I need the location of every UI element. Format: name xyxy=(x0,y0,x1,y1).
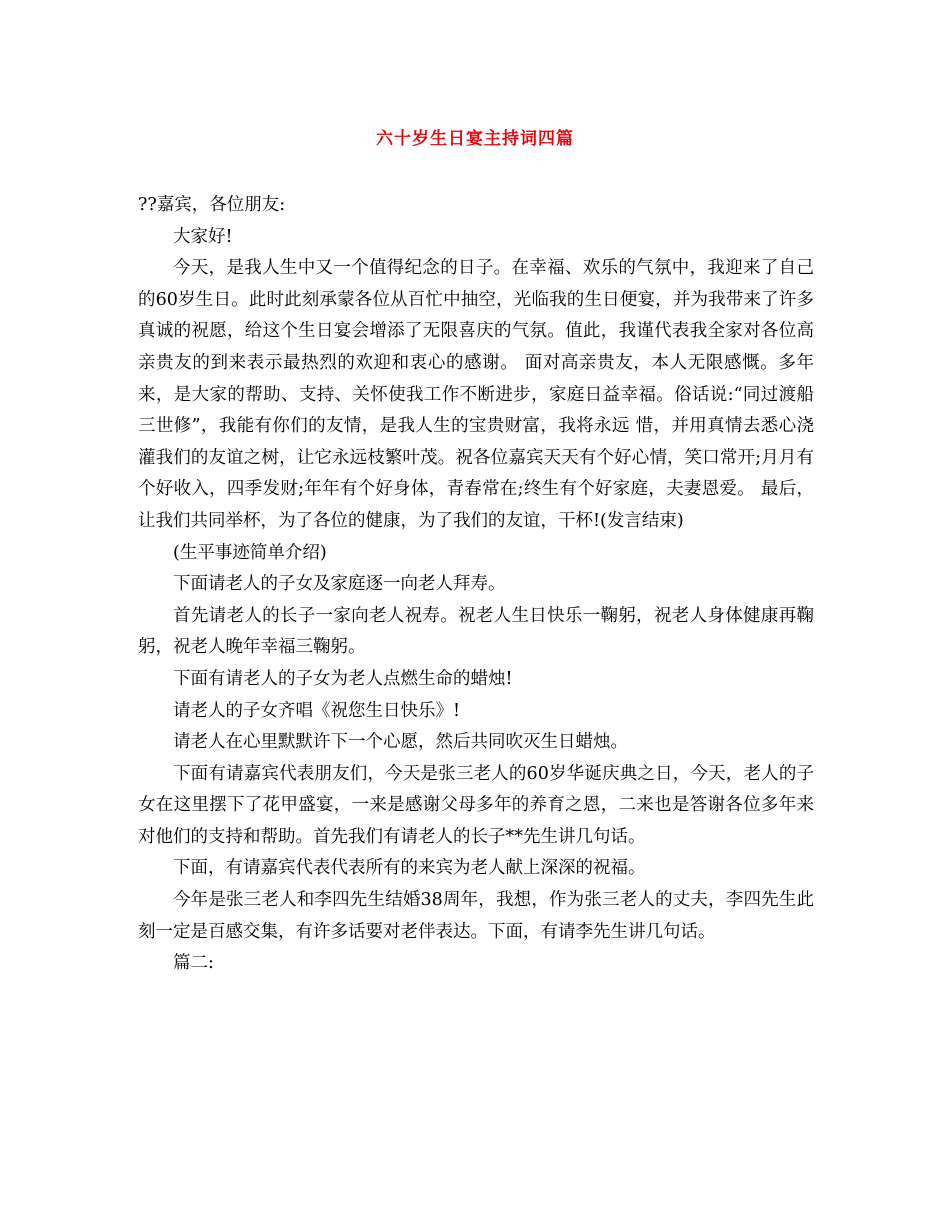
document-body xyxy=(138,190,814,980)
paragraph-eldest-son: 首先请老人的长子一家向老人祝寿。祝老人生日快乐一鞠躬，祝老人身体健康再鞠躬，祝老人晚年幸福三鞠躬。 xyxy=(138,605,814,658)
paragraph-speech: 今天，是我人生中又一个值得纪念的日子。在幸福、欢乐的气氛中，我迎来了自己的60岁生日。此时此刻承蒙各位从百忙中抽空，光临我的生日便宴，并为我带来了许多真诚的祝愿，给这个生日宴会增添了无限喜庆的气氛。值此，我谨代表我全家对各位高亲贵友的到来表示最热烈的欢迎和衷心的感谢。 面对高亲贵友，本人无限感慨。多年来，是大家的帮助、支持、关怀使我工作不断进步，家庭日益幸福。俗话说:“同过渡船三世修”，我能有你们的友情，是我人生的宝贵财富，我将永远 惜，并用真情去悉心浇灌我们的友谊之树，让它永远枝繁叶茂。祝各位嘉宾天天有个好心情，笑口常开;月月有个好收入，四季发财;年年有个好身体，青春常在;终生有个好家庭，夫妻恩爱。 最后，让我们共同举杯，为了各位的健康，为了我们的友谊，干杯!(发言结束) xyxy=(138,258,814,531)
section-heading-part-two: 篇二: xyxy=(173,953,214,974)
greeting-line: ??嘉宾，各位朋友: xyxy=(138,195,286,215)
paragraph-bio-note: (生平事迹简单介绍) xyxy=(173,542,327,563)
paragraph-candles: 下面有请老人的子女为老人点燃生命的蜡烛! xyxy=(173,668,513,689)
paragraph-hello: 大家好! xyxy=(173,226,233,247)
paragraph-wish: 请老人在心里默默许下一个心愿，然后共同吹灭生日蜡烛。 xyxy=(173,732,628,753)
paragraph-blessing: 下面，有请嘉宾代表代表所有的来宾为老人献上深深的祝福。 xyxy=(173,858,646,879)
paragraph-song: 请老人的子女齐唱《祝您生日快乐》! xyxy=(173,700,461,721)
paragraph-family-greeting: 下面请老人的子女及家庭逐一向老人拜寿。 xyxy=(173,574,506,595)
document-title: 六十岁生日宴主持词四篇 xyxy=(376,129,574,149)
paragraph-guests: 下面有请嘉宾代表朋友们，今天是张三老人的60岁华诞庆典之日，今天，老人的子女在这里摆下了花甲盛宴，一来是感谢父母多年的养育之恩，二来也是答谢各位多年来对他们的支持和帮助。首先我们有请老人的长子**先生讲几句话。 xyxy=(138,763,814,847)
paragraph-anniversary: 今年是张三老人和李四先生结婚38周年，我想，作为张三老人的丈夫，李四先生此刻一定是百感交集，有许多话要对老伴表达。下面，有请李先生讲几句话。 xyxy=(138,890,814,942)
